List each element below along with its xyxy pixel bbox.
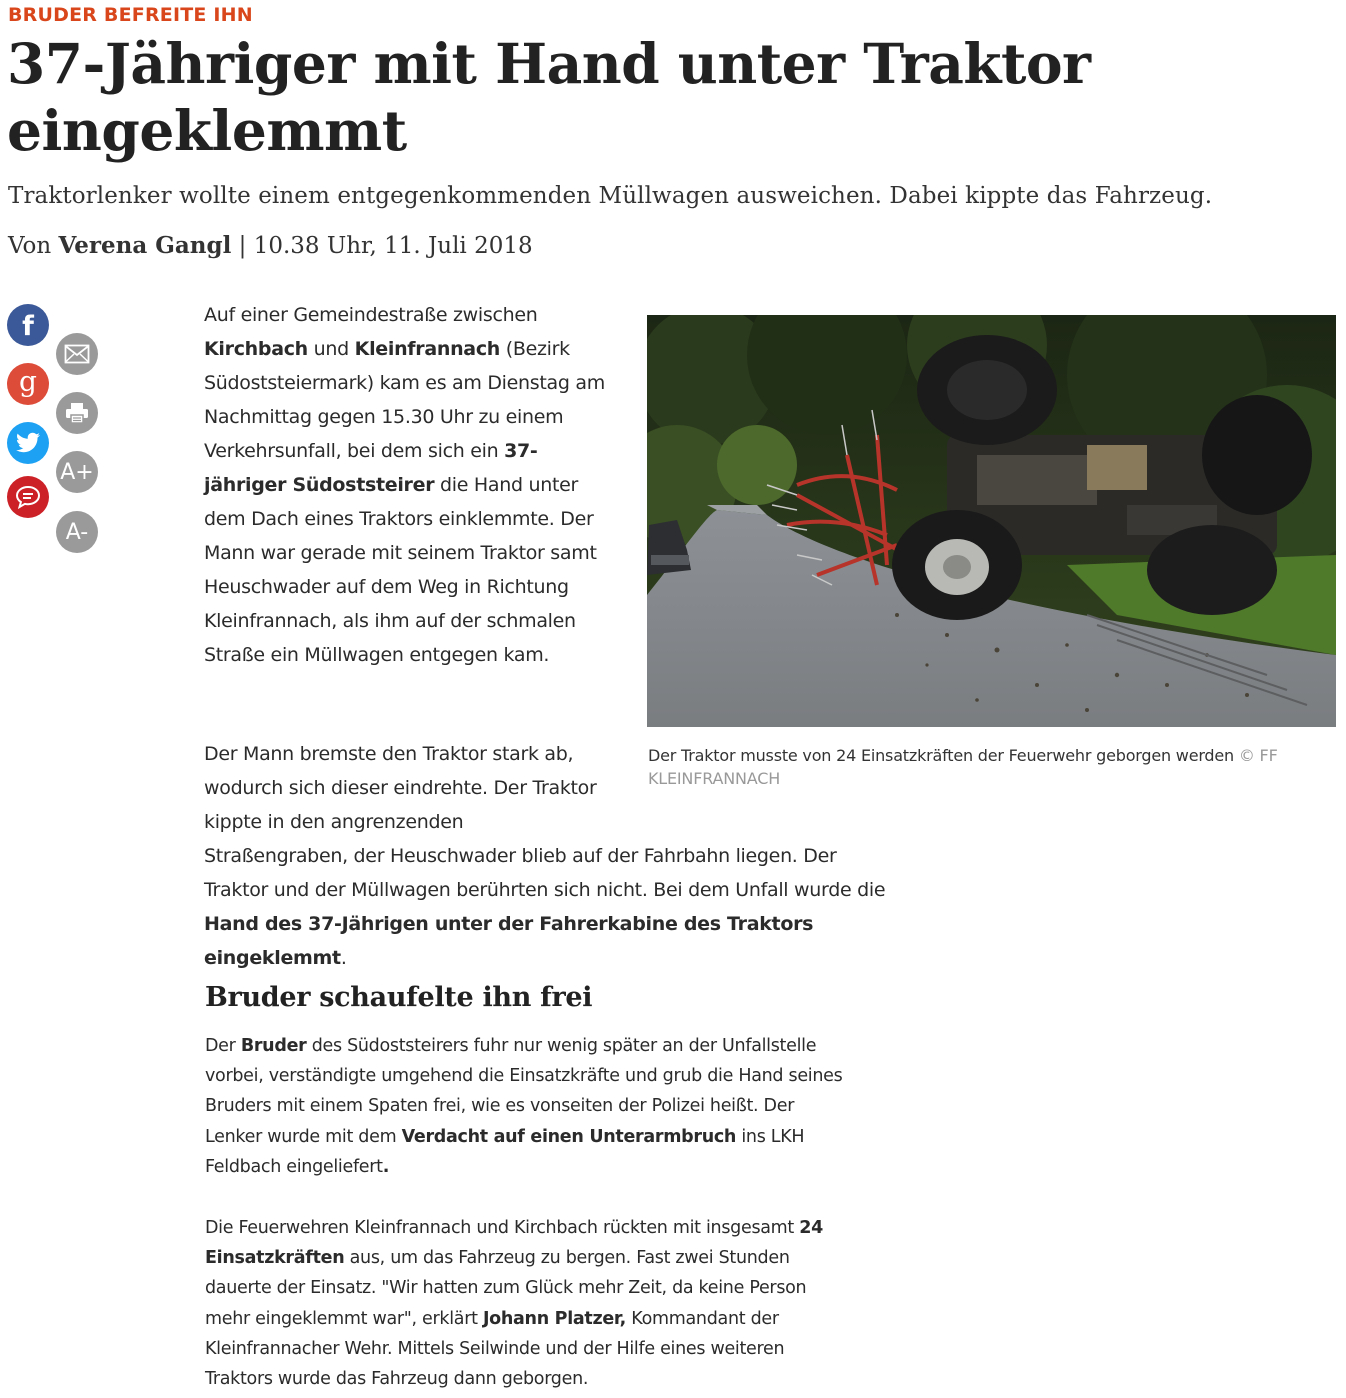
publish-datetime: 10.38 Uhr, 11. Juli 2018 (253, 233, 533, 259)
paragraph-4 (205, 1213, 845, 1394)
paragraph-3 (205, 1031, 845, 1182)
google-plus-share-button[interactable] (7, 363, 49, 405)
byline-separator: | (231, 233, 254, 259)
emphasis-text: 24 Einsatzkräften (205, 1218, 824, 1269)
body-text: die Hand unter dem Dach eines Traktors einklemmte. Der Mann war gerade mit seinem Traktor samt Heuschwader auf dem Weg in Richtung Kleinfrannach, als ihm auf der schmalen Straße ein Müllwagen entgegen kam. (204, 474, 597, 666)
comment-icon (15, 485, 41, 509)
emphasis-text: Johann Platzer, (482, 1308, 627, 1329)
email-share-button[interactable] (56, 333, 98, 375)
article-kicker: BRUDER BEFREITE IHN (8, 4, 253, 26)
body-text: ins LKH Feldbach eingeliefert (205, 1126, 805, 1177)
font-increase-button[interactable] (56, 451, 98, 493)
body-text: und (307, 338, 355, 360)
emphasis-text: Verdacht auf einen Unterarmbruch (401, 1126, 737, 1147)
facebook-share-button[interactable] (7, 304, 49, 346)
author-name[interactable]: Verena Gangl (58, 232, 232, 259)
headline-line-1: 37-Jähriger mit Hand unter Traktor (7, 31, 1091, 96)
article-subhead: Traktorlenker wollte einem entgegenkommenden Müllwagen ausweichen. Dabei kippte das Fahrzeug. (8, 183, 1213, 209)
comments-button[interactable] (7, 476, 49, 518)
print-button[interactable] (56, 392, 98, 434)
emphasis-text: 37-jähriger Südoststeirer (204, 440, 538, 496)
body-text: . (340, 947, 347, 969)
paragraph-2a (204, 737, 609, 839)
tractor-accident-photo (647, 315, 1336, 727)
body-text: Die Feuerwehren Kleinfrannach und Kirchbach rückten mit insgesamt (205, 1218, 800, 1238)
byline-prefix: Von (8, 233, 59, 259)
body-text: (Bezirk Südoststeiermark) kam es am Dienstag am Nachmittag gegen 15.30 Uhr zu einem Verkehrsunfall, bei dem sich ein (204, 338, 605, 462)
twitter-share-button[interactable] (7, 422, 49, 464)
emphasis-text: Hand des 37-Jährigen unter der Fahrerkabine des Traktors eingeklemmt (204, 913, 814, 969)
body-text: aus, um das Fahrzeug zu bergen. Fast zwei Stunden dauerte der Einsatz. "Wir hatten zum Glück mehr Zeit, da keine Person mehr eingeklemmt war", erklärt (205, 1248, 807, 1329)
emphasis-text: Kleinfrannach (354, 338, 501, 360)
font-increase-label: A+ (60, 459, 94, 485)
emphasis-text: . (382, 1156, 390, 1177)
image-caption (648, 744, 1328, 790)
font-decrease-button[interactable] (56, 511, 98, 553)
body-text: des Südoststeirers fuhr nur wenig später an der Unfallstelle vorbei, verständigte umgehend die Einsatzkräfte und grub die Hand seines Bruders mit einem Spaten frei, wie es vonseiten der Polizei heißt. Der Lenker wurde mit dem (205, 1036, 843, 1147)
body-text: Der (205, 1036, 241, 1056)
facebook-icon (17, 312, 39, 338)
body-text: Der Mann bremste den Traktor stark ab, wodurch sich dieser eindrehte. Der Traktor kippte in den angrenzenden (204, 743, 597, 833)
section-heading: Bruder schaufelte ihn frei (205, 982, 593, 1013)
caption-text: Der Traktor musste von 24 Einsatzkräften der Feuerwehr geborgen werden (648, 746, 1234, 765)
headline-line-2: eingeklemmt (7, 98, 407, 163)
emphasis-text: Bruder (240, 1036, 307, 1056)
svg-text:f: f (22, 312, 34, 338)
image-credit: © FF KLEINFRANNACH (648, 746, 1278, 788)
paragraph-1 (204, 298, 609, 672)
svg-text:g: g (19, 370, 37, 398)
google-plus-icon (17, 370, 39, 398)
font-decrease-label: A- (65, 519, 89, 545)
emphasis-text: Kirchbach (204, 338, 308, 360)
print-icon (65, 402, 89, 424)
body-text: Auf einer Gemeindestraße zwischen (204, 304, 538, 326)
paragraph-2b (204, 839, 894, 975)
body-text: Kommandant der Kleinfrannacher Wehr. Mittels Seilwinde und der Hilfe eines weiteren Traktors wurde das Fahrzeug dann geborgen. (205, 1308, 785, 1390)
article-image[interactable] (647, 315, 1336, 727)
twitter-icon (15, 432, 41, 454)
article-headline (7, 30, 1327, 164)
article-byline (8, 232, 533, 259)
body-text: Straßengraben, der Heuschwader blieb auf der Fahrbahn liegen. Der Traktor und der Müllwagen berührten sich nicht. Bei dem Unfall wurde die (204, 845, 886, 901)
mail-icon (64, 344, 90, 364)
